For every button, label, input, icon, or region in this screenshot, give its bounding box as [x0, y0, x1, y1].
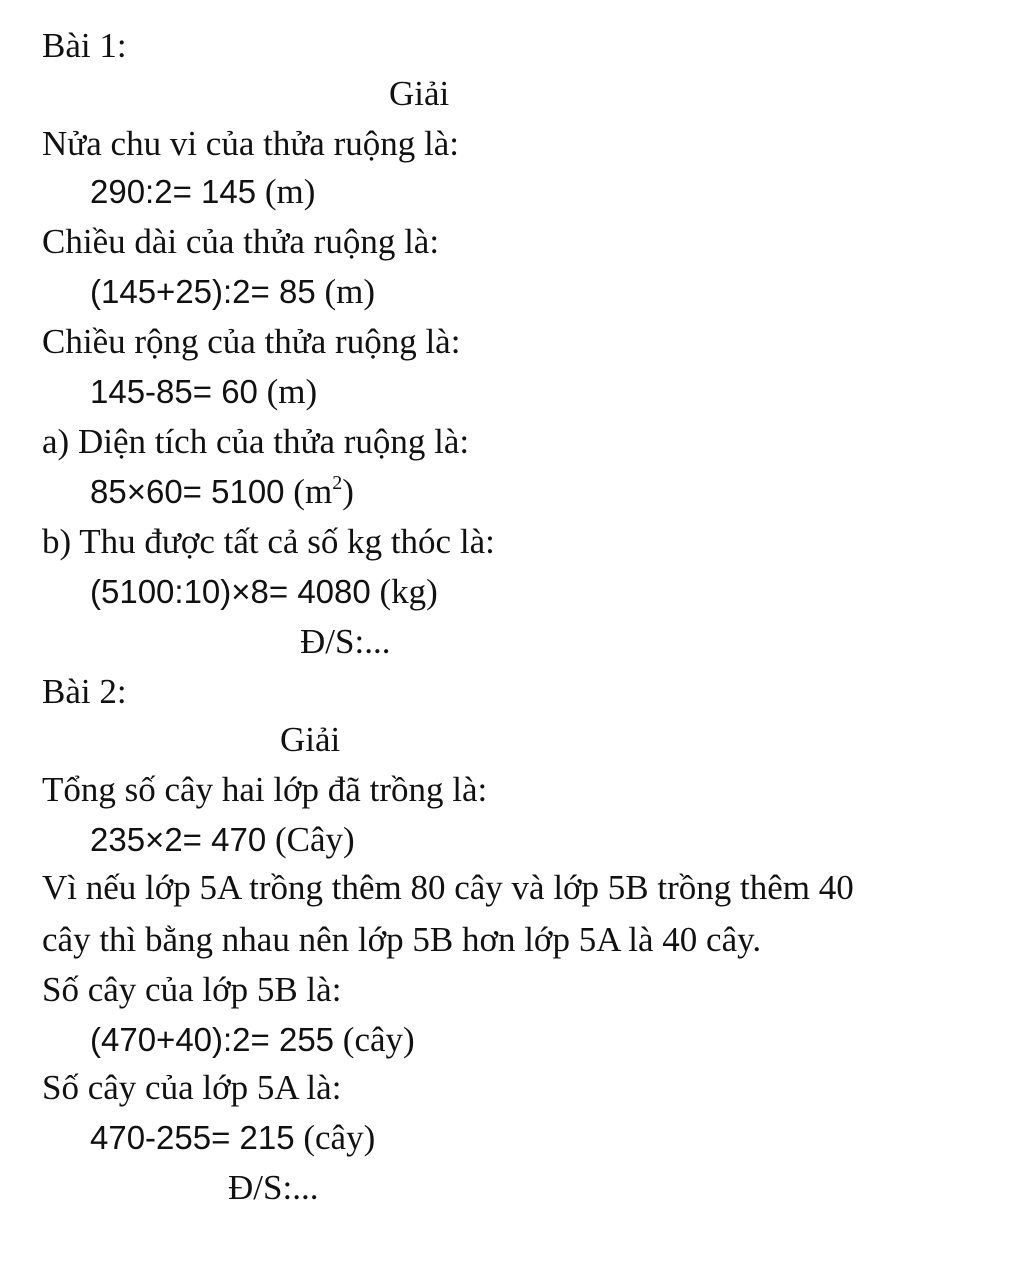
bai1-part-a-title: a) Diện tích của thửa ruộng là: [42, 422, 470, 461]
bai1-heading: Bài 1: [42, 26, 127, 65]
bai1-step2-calc [90, 272, 375, 312]
bai1-step1-expr: 290:2= 145 [90, 173, 257, 210]
bai2-step3-expr: 470-255= 215 [90, 1119, 295, 1156]
bai1-step3-calc [90, 372, 317, 412]
bai1-part-a-expr: 85×60= 5100 [90, 473, 285, 510]
bai2-answer: Đ/S:... [228, 1168, 319, 1207]
bai2-giai-label: Giải [280, 720, 341, 759]
bai1-part-a-unit [293, 472, 354, 511]
bai1-part-b-title: b) Thu được tất cả số kg thóc là: [42, 522, 495, 561]
bai2-step1-expr: 235×2= 470 [90, 821, 267, 858]
bai1-part-a-calc [90, 472, 354, 517]
bai2-step1-calc [90, 820, 355, 860]
bai1-step3-title: Chiều rộng của thửa ruộng là: [42, 322, 461, 361]
bai1-part-a-unit-close: ) [342, 472, 354, 511]
bai2-reason-line2: cây thì bằng nhau nên lớp 5B hơn lớp 5A là 40 cây. [42, 920, 762, 959]
bai1-giai-label: Giải [389, 74, 450, 113]
bai1-step1-unit: (m) [264, 172, 316, 211]
bai1-step2-unit: (m) [324, 272, 375, 311]
bai1-step3-expr: 145-85= 60 [90, 373, 258, 410]
bai2-step2-title: Số cây của lớp 5B là: [42, 970, 342, 1009]
bai1-part-b-unit: (kg) [379, 572, 438, 611]
bai1-step1-title: Nửa chu vi của thửa ruộng là: [42, 124, 459, 163]
bai2-step3-unit: (cây) [303, 1118, 376, 1157]
bai2-step3-title: Số cây của lớp 5A là: [42, 1068, 342, 1107]
bai2-step1-unit: (Cây) [274, 820, 355, 859]
bai1-step1-calc [90, 172, 315, 212]
bai1-part-b-calc [90, 572, 438, 612]
bai1-answer: Đ/S:... [300, 622, 391, 661]
bai1-step2-title: Chiều dài của thửa ruộng là: [42, 222, 440, 261]
bai2-step1-title: Tổng số cây hai lớp đã trồng là: [42, 770, 488, 809]
bai2-step2-expr: (470+40):2= 255 [90, 1021, 335, 1058]
bai2-reason-line1: Vì nếu lớp 5A trồng thêm 80 cây và lớp 5B trồng thêm 40 [42, 868, 854, 907]
bai2-step3-calc [90, 1118, 375, 1158]
bai1-part-a-unit-open: (m [293, 472, 333, 511]
bai2-step2-unit: (cây) [342, 1020, 415, 1059]
bai1-step2-expr: (145+25):2= 85 [90, 273, 316, 310]
bai2-heading: Bài 2: [42, 672, 127, 711]
bai1-part-b-expr: (5100:10)×8= 4080 [90, 573, 371, 610]
bai1-step3-unit: (m) [266, 372, 318, 411]
bai1-part-a-unit-superscript: 2 [332, 472, 343, 494]
bai2-step2-calc [90, 1020, 415, 1060]
